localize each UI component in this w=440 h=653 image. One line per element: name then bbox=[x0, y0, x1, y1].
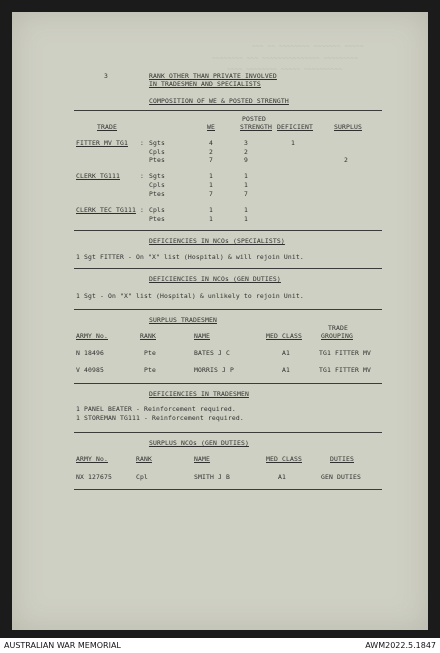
we-cell: 7 bbox=[209, 190, 213, 198]
rank-cell: Sgts bbox=[149, 139, 165, 147]
surplus-cell: 2 bbox=[344, 156, 348, 164]
we-cell: 1 bbox=[209, 215, 213, 223]
posted-cell: 1 bbox=[244, 206, 248, 214]
header-trade: TRADE bbox=[328, 324, 348, 332]
we-cell: 1 bbox=[209, 181, 213, 189]
duties-cell: GEN DUTIES bbox=[321, 473, 361, 481]
doc-title-line2: IN TRADESMEN AND SPECIALISTS bbox=[149, 80, 261, 88]
name-cell: MORRIS J P bbox=[194, 366, 234, 374]
header-trade: TRADE bbox=[97, 123, 117, 131]
rank-cell: Ptes bbox=[149, 190, 165, 198]
header-posted: POSTED bbox=[242, 115, 266, 123]
header-we: WE bbox=[207, 123, 215, 131]
footer-source: AUSTRALIAN WAR MEMORIAL bbox=[4, 641, 121, 650]
surplus-trades-title: SURPLUS TRADESMEN bbox=[149, 316, 217, 324]
we-cell: 7 bbox=[209, 156, 213, 164]
rule bbox=[74, 383, 382, 384]
composition-title: COMPOSITION OF WE & POSTED STRENGTH bbox=[149, 97, 289, 105]
surplus-ncos-title: SURPLUS NCOs (GEN DUTIES) bbox=[149, 439, 249, 447]
we-cell: 4 bbox=[209, 139, 213, 147]
trade-cell: TG1 FITTER MV bbox=[319, 349, 371, 357]
def-trades-line: 1 PANEL BEATER - Reinforcement required. bbox=[76, 405, 236, 413]
posted-cell: 9 bbox=[244, 156, 248, 164]
header-duties: DUTIES bbox=[330, 455, 354, 463]
rank-cell: Pte bbox=[144, 349, 156, 357]
rank-cell: Cpls bbox=[149, 181, 165, 189]
posted-cell: 1 bbox=[244, 172, 248, 180]
rank-cell: Cpls bbox=[149, 148, 165, 156]
def-trades-title: DEFICIENCIES IN TRADESMEN bbox=[149, 390, 249, 398]
name-cell: SMITH J B bbox=[194, 473, 230, 481]
doc-title-line1: RANK OTHER THAN PRIVATE INVOLVED bbox=[149, 72, 277, 80]
posted-cell: 3 bbox=[244, 139, 248, 147]
we-cell: 2 bbox=[209, 148, 213, 156]
archive-footer bbox=[0, 638, 440, 653]
trade-name: CLERK TEC TG111 bbox=[76, 206, 136, 214]
army-no-cell: NX 127675 bbox=[76, 473, 112, 481]
rule bbox=[74, 268, 382, 269]
colon: : bbox=[140, 139, 144, 147]
footer-ref: AWM2022.5.1847 bbox=[365, 641, 436, 650]
rank-cell: Cpls bbox=[149, 206, 165, 214]
header-rank: RANK bbox=[140, 332, 156, 340]
rule bbox=[74, 230, 382, 231]
we-cell: 1 bbox=[209, 172, 213, 180]
def-ncos-spec-line: 1 Sgt FITTER - On "X" list (Hospital) & will rejoin Unit. bbox=[76, 253, 304, 261]
rank-cell: Ptes bbox=[149, 215, 165, 223]
header-name: NAME bbox=[194, 332, 210, 340]
army-no-cell: V 40985 bbox=[76, 366, 104, 374]
def-ncos-gen-line: 1 Sgt - On "X" list (Hospital) & unlikely to rejoin Unit. bbox=[76, 292, 304, 300]
rank-cell: Pte bbox=[144, 366, 156, 374]
def-ncos-spec-title: DEFICIENCIES IN NCOs (SPECIALISTS) bbox=[149, 237, 285, 245]
med-cell: A1 bbox=[282, 349, 290, 357]
section-number: 3 bbox=[104, 72, 108, 80]
header-army-no: ARMY No. bbox=[76, 455, 108, 463]
rule bbox=[74, 432, 382, 433]
def-trades-line: 1 STOREMAN TG111 - Reinforcement required. bbox=[76, 414, 244, 422]
header-surplus: SURPLUS bbox=[334, 123, 362, 131]
header-army-no: ARMY No. bbox=[76, 332, 108, 340]
posted-cell: 1 bbox=[244, 181, 248, 189]
rank-cell: Cpl bbox=[136, 473, 148, 481]
document-page bbox=[12, 12, 428, 630]
trade-name: CLERK TG111 bbox=[76, 172, 120, 180]
show-through-text: ~~~~ ~~~~~~~~ ~~~~~ ~~~~~~~~~~ bbox=[227, 65, 343, 73]
rank-cell: Ptes bbox=[149, 156, 165, 164]
med-cell: A1 bbox=[282, 366, 290, 374]
army-no-cell: N 18496 bbox=[76, 349, 104, 357]
posted-cell: 2 bbox=[244, 148, 248, 156]
show-through-text: ~~~ ~~ ~~~~~~~~ ~~~~~~~ ~~~~~ bbox=[252, 42, 364, 50]
header-rank: RANK bbox=[136, 455, 152, 463]
rule bbox=[74, 110, 382, 111]
rank-cell: Sgts bbox=[149, 172, 165, 180]
posted-cell: 7 bbox=[244, 190, 248, 198]
header-strength: STRENGTH bbox=[240, 123, 272, 131]
show-through-text: ~~~~~~~~ ~~~ ~~~~~~~~~~~~~~~ ~~~~~~~~~ bbox=[212, 54, 359, 62]
posted-cell: 1 bbox=[244, 215, 248, 223]
header-grouping: GROUPING bbox=[321, 332, 353, 340]
rule bbox=[74, 309, 382, 310]
colon: : bbox=[140, 172, 144, 180]
name-cell: BATES J C bbox=[194, 349, 230, 357]
trade-name: FITTER MV TG1 bbox=[76, 139, 128, 147]
deficient-cell: 1 bbox=[291, 139, 295, 147]
trade-cell: TG1 FITTER MV bbox=[319, 366, 371, 374]
colon: : bbox=[140, 206, 144, 214]
med-cell: A1 bbox=[278, 473, 286, 481]
header-deficient: DEFICIENT bbox=[277, 123, 313, 131]
header-name: NAME bbox=[194, 455, 210, 463]
header-med-class: MED CLASS bbox=[266, 455, 302, 463]
header-med-class: MED CLASS bbox=[266, 332, 302, 340]
rule bbox=[74, 489, 382, 490]
we-cell: 1 bbox=[209, 206, 213, 214]
def-ncos-gen-title: DEFICIENCIES IN NCOs (GEN DUTIES) bbox=[149, 275, 281, 283]
